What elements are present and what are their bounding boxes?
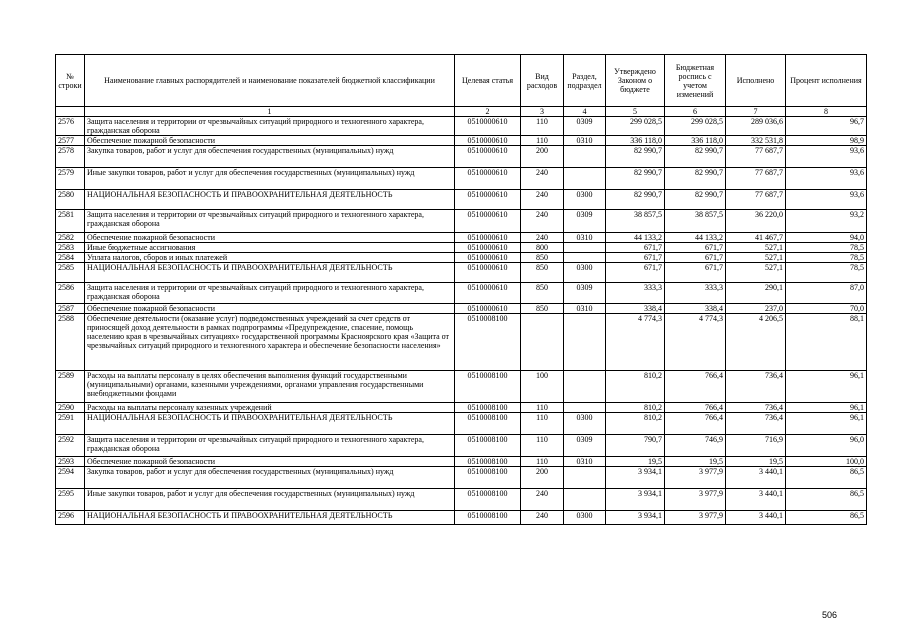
header-expense-type: Вид расходов [521,55,564,107]
approved-amount: 3 934,1 [606,489,665,511]
budget-amount: 19,5 [665,457,726,467]
row-name: Иные бюджетные ассигнования [85,243,455,253]
target-article: 0510008100 [455,511,521,525]
section-code [564,146,606,168]
row-number: 2592 [56,435,85,457]
execution-percent: 86,5 [786,489,867,511]
row-name: НАЦИОНАЛЬНАЯ БЕЗОПАСНОСТЬ И ПРАВООХРАНИТЕЛЬНАЯ ДЕЯТЕЛЬНОСТЬ [85,511,455,525]
target-article: 0510008100 [455,435,521,457]
executed-amount: 36 220,0 [726,210,786,233]
expense-type: 110 [521,117,564,136]
column-number: 8 [786,107,867,117]
budget-amount: 766,4 [665,371,726,403]
budget-amount: 671,7 [665,253,726,263]
table-row [56,403,867,413]
executed-amount: 3 440,1 [726,489,786,511]
executed-amount: 4 206,5 [726,314,786,371]
table-row [56,371,867,403]
target-article: 0510000610 [455,283,521,304]
approved-amount: 3 934,1 [606,511,665,525]
execution-percent: 96,1 [786,403,867,413]
column-number: 7 [726,107,786,117]
execution-percent: 70,0 [786,304,867,314]
header-approved: Утверждено Законом о бюджете [606,55,665,107]
column-number: 4 [564,107,606,117]
execution-percent: 94,0 [786,233,867,243]
row-name: Защита населения и территории от чрезвычайных ситуаций природного и техногенного характера, гражданская оборона [85,283,455,304]
column-number: 2 [455,107,521,117]
table-row [56,467,867,489]
column-number: 1 [85,107,455,117]
target-article: 0510000610 [455,117,521,136]
executed-amount: 41 467,7 [726,233,786,243]
executed-amount: 289 036,6 [726,117,786,136]
expense-type: 240 [521,210,564,233]
approved-amount: 19,5 [606,457,665,467]
section-code: 0310 [564,457,606,467]
table-row [56,190,867,210]
section-code [564,168,606,190]
approved-amount: 3 934,1 [606,467,665,489]
column-number: 3 [521,107,564,117]
approved-amount: 336 118,0 [606,136,665,146]
row-name: Защита населения и территории от чрезвычайных ситуаций природного и техногенного характера, гражданская оборона [85,435,455,457]
row-name: Иные закупки товаров, работ и услуг для обеспечения государственных (муниципальных) нужд [85,168,455,190]
row-number: 2578 [56,146,85,168]
expense-type: 850 [521,283,564,304]
budget-amount: 746,9 [665,435,726,457]
row-name: Закупка товаров, работ и услуг для обеспечения государственных (муниципальных) нужд [85,146,455,168]
row-number: 2595 [56,489,85,511]
executed-amount: 3 440,1 [726,467,786,489]
column-number-row [56,107,867,117]
expense-type: 240 [521,190,564,210]
column-number: 6 [665,107,726,117]
execution-percent: 98,9 [786,136,867,146]
expense-type: 110 [521,457,564,467]
expense-type: 240 [521,489,564,511]
section-code [564,489,606,511]
table-row [56,136,867,146]
section-code: 0300 [564,511,606,525]
expense-type: 240 [521,511,564,525]
section-code: 0309 [564,210,606,233]
row-number: 2593 [56,457,85,467]
row-number: 2580 [56,190,85,210]
execution-percent: 78,5 [786,243,867,253]
section-code: 0300 [564,263,606,283]
section-code: 0300 [564,413,606,435]
header-executed: Исполнено [726,55,786,107]
section-code: 0309 [564,435,606,457]
execution-percent: 96,1 [786,371,867,403]
budget-amount: 82 990,7 [665,146,726,168]
execution-percent: 88,1 [786,314,867,371]
page-number: 506 [822,610,838,620]
row-number: 2596 [56,511,85,525]
row-number: 2576 [56,117,85,136]
execution-percent: 100,0 [786,457,867,467]
expense-type: 110 [521,403,564,413]
target-article: 0510008100 [455,457,521,467]
table-row [56,304,867,314]
row-name: Уплата налогов, сборов и иных платежей [85,253,455,263]
target-article: 0510008100 [455,403,521,413]
table-row [56,233,867,243]
budget-amount: 766,4 [665,403,726,413]
section-code: 0310 [564,136,606,146]
budget-amount: 299 028,5 [665,117,726,136]
budget-amount: 671,7 [665,263,726,283]
section-code [564,467,606,489]
execution-percent: 93,6 [786,168,867,190]
executed-amount: 736,4 [726,413,786,435]
expense-type: 110 [521,435,564,457]
target-article: 0510000610 [455,136,521,146]
table-row [56,146,867,168]
executed-amount: 3 440,1 [726,511,786,525]
row-name: Обеспечение пожарной безопасности [85,304,455,314]
row-name: Закупка товаров, работ и услуг для обеспечения государственных (муниципальных) нужд [85,467,455,489]
column-number: 5 [606,107,665,117]
row-number: 2591 [56,413,85,435]
approved-amount: 82 990,7 [606,146,665,168]
table-row [56,457,867,467]
target-article: 0510008100 [455,467,521,489]
section-code [564,403,606,413]
target-article: 0510000610 [455,304,521,314]
approved-amount: 338,4 [606,304,665,314]
row-name: НАЦИОНАЛЬНАЯ БЕЗОПАСНОСТЬ И ПРАВООХРАНИТЕЛЬНАЯ ДЕЯТЕЛЬНОСТЬ [85,190,455,210]
row-number: 2594 [56,467,85,489]
executed-amount: 736,4 [726,371,786,403]
row-number: 2583 [56,243,85,253]
section-code [564,243,606,253]
expense-type: 110 [521,136,564,146]
target-article: 0510000610 [455,210,521,233]
table-row [56,511,867,525]
approved-amount: 333,3 [606,283,665,304]
budget-amount: 38 857,5 [665,210,726,233]
section-code: 0309 [564,283,606,304]
row-number: 2577 [56,136,85,146]
target-article: 0510008100 [455,371,521,403]
row-number: 2586 [56,283,85,304]
row-number: 2588 [56,314,85,371]
table-row [56,435,867,457]
budget-amount: 4 774,3 [665,314,726,371]
row-name: НАЦИОНАЛЬНАЯ БЕЗОПАСНОСТЬ И ПРАВООХРАНИТЕЛЬНАЯ ДЕЯТЕЛЬНОСТЬ [85,413,455,435]
expense-type: 850 [521,263,564,283]
section-code: 0310 [564,233,606,243]
target-article: 0510008100 [455,314,521,371]
execution-percent: 86,5 [786,511,867,525]
executed-amount: 527,1 [726,253,786,263]
budget-amount: 766,4 [665,413,726,435]
row-name: Иные закупки товаров, работ и услуг для обеспечения государственных (муниципальных) нужд [85,489,455,511]
approved-amount: 44 133,2 [606,233,665,243]
table-row [56,489,867,511]
approved-amount: 671,7 [606,263,665,283]
row-number: 2589 [56,371,85,403]
budget-execution-table [55,54,867,525]
target-article: 0510008100 [455,413,521,435]
executed-amount: 77 687,7 [726,168,786,190]
row-name: Расходы на выплаты персоналу в целях обеспечения выполнения функций государственными (муниципальными) органами, казенными учреждениями, органами управления государственными внебюджетными фондами [85,371,455,403]
section-code: 0310 [564,304,606,314]
target-article: 0510000610 [455,168,521,190]
budget-amount: 336 118,0 [665,136,726,146]
table-row [56,168,867,190]
row-number: 2590 [56,403,85,413]
expense-type: 240 [521,233,564,243]
expense-type: 850 [521,253,564,263]
table-header-row [56,55,867,107]
execution-percent: 87,0 [786,283,867,304]
table-row [56,283,867,304]
approved-amount: 82 990,7 [606,168,665,190]
target-article: 0510000610 [455,253,521,263]
section-code: 0309 [564,117,606,136]
budget-amount: 82 990,7 [665,190,726,210]
approved-amount: 790,7 [606,435,665,457]
row-name: Обеспечение пожарной безопасности [85,136,455,146]
budget-amount: 338,4 [665,304,726,314]
row-name: Обеспечение деятельности (оказание услуг) подведомственных учреждений за счет средств от приносящей доход деятельности в рамках подпрограммы «Предупреждение, спасение, помощь населению края в чрезвычайных ситуациях» государственной программы Красноярского края «Защита от чрезвычайных ситуаций природного и техногенного характера и обеспечение безопасности населения» [85,314,455,371]
header-section: Раздел, подраздел [564,55,606,107]
table-row [56,413,867,435]
executed-amount: 77 687,7 [726,146,786,168]
row-number: 2584 [56,253,85,263]
row-number: 2581 [56,210,85,233]
table-row [56,117,867,136]
executed-amount: 290,1 [726,283,786,304]
approved-amount: 810,2 [606,371,665,403]
header-target-article: Целевая статья [455,55,521,107]
execution-percent: 96,0 [786,435,867,457]
target-article: 0510000610 [455,146,521,168]
row-name: Защита населения и территории от чрезвычайных ситуаций природного и техногенного характера, гражданская оборона [85,117,455,136]
section-code: 0300 [564,190,606,210]
section-code [564,314,606,371]
execution-percent: 78,5 [786,253,867,263]
target-article: 0510000610 [455,243,521,253]
table-row [56,210,867,233]
approved-amount: 299 028,5 [606,117,665,136]
table-body [56,117,867,525]
budget-amount: 3 977,9 [665,511,726,525]
approved-amount: 671,7 [606,253,665,263]
header-budget-list: Бюджетная роспись с учетом изменений [665,55,726,107]
header-percent: Процент исполнения [786,55,867,107]
row-name: Защита населения и территории от чрезвычайных ситуаций природного и техногенного характера, гражданская оборона [85,210,455,233]
execution-percent: 96,7 [786,117,867,136]
approved-amount: 810,2 [606,403,665,413]
execution-percent: 86,5 [786,467,867,489]
execution-percent: 93,2 [786,210,867,233]
executed-amount: 527,1 [726,243,786,253]
expense-type: 110 [521,413,564,435]
target-article: 0510008100 [455,489,521,511]
expense-type: 100 [521,371,564,403]
table-row [56,253,867,263]
expense-type: 850 [521,304,564,314]
row-number: 2579 [56,168,85,190]
executed-amount: 716,9 [726,435,786,457]
table-row [56,243,867,253]
target-article: 0510000610 [455,233,521,243]
executed-amount: 77 687,7 [726,190,786,210]
header-row-number: № строки [56,55,85,107]
expense-type: 800 [521,243,564,253]
budget-amount: 671,7 [665,243,726,253]
executed-amount: 527,1 [726,263,786,283]
column-number [56,107,85,117]
section-code [564,253,606,263]
expense-type: 200 [521,146,564,168]
expense-type [521,314,564,371]
execution-percent: 93,6 [786,146,867,168]
row-name: Расходы на выплаты персоналу казенных учреждений [85,403,455,413]
execution-percent: 93,6 [786,190,867,210]
row-number: 2582 [56,233,85,243]
executed-amount: 736,4 [726,403,786,413]
execution-percent: 78,5 [786,263,867,283]
approved-amount: 671,7 [606,243,665,253]
budget-amount: 3 977,9 [665,467,726,489]
approved-amount: 4 774,3 [606,314,665,371]
budget-amount: 333,3 [665,283,726,304]
executed-amount: 19,5 [726,457,786,467]
section-code [564,371,606,403]
budget-amount: 82 990,7 [665,168,726,190]
table-row [56,314,867,371]
execution-percent: 96,1 [786,413,867,435]
row-name: Обеспечение пожарной безопасности [85,457,455,467]
executed-amount: 237,0 [726,304,786,314]
row-name: Обеспечение пожарной безопасности [85,233,455,243]
header-name: Наименование главных распорядителей и наименование показателей бюджетной классификации [85,55,455,107]
row-number: 2587 [56,304,85,314]
row-number: 2585 [56,263,85,283]
approved-amount: 82 990,7 [606,190,665,210]
target-article: 0510000610 [455,263,521,283]
expense-type: 240 [521,168,564,190]
budget-amount: 3 977,9 [665,489,726,511]
target-article: 0510000610 [455,190,521,210]
budget-amount: 44 133,2 [665,233,726,243]
executed-amount: 332 531,8 [726,136,786,146]
row-name: НАЦИОНАЛЬНАЯ БЕЗОПАСНОСТЬ И ПРАВООХРАНИТЕЛЬНАЯ ДЕЯТЕЛЬНОСТЬ [85,263,455,283]
approved-amount: 38 857,5 [606,210,665,233]
table-row [56,263,867,283]
approved-amount: 810,2 [606,413,665,435]
expense-type: 200 [521,467,564,489]
